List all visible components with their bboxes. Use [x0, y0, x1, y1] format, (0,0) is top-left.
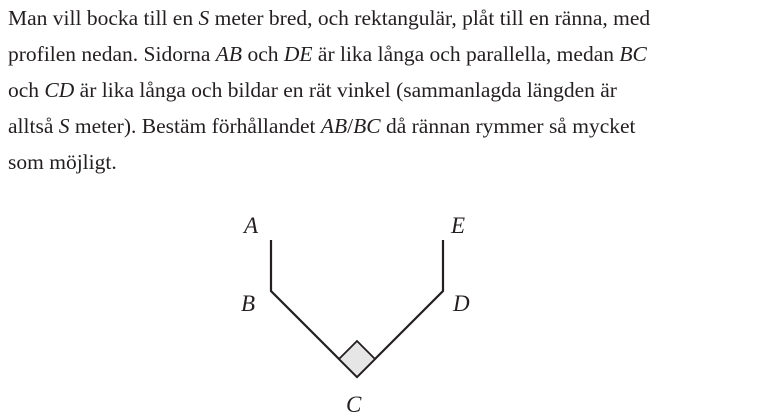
point-label-b: B — [241, 291, 256, 316]
problem-line-1: Man vill bocka till en S meter bred, och rektangulär, plåt till en ränna, med — [8, 6, 651, 30]
problem-line-4: alltså S meter). Bestäm förhållandet AB/BC då rännan rymmer så mycket — [8, 114, 636, 138]
point-label-c: C — [346, 392, 362, 417]
point-label-d: D — [453, 291, 470, 316]
problem-line-2: profilen nedan. Sidorna AB och DE är lika långa och parallella, medan BC — [8, 42, 647, 66]
problem-line-3: och CD är lika långa och bildar en rät vinkel (sammanlagda längden är — [8, 78, 617, 102]
problem-line-5: som möjligt. — [8, 150, 117, 174]
right-angle-marker — [339, 341, 375, 377]
point-label-e: E — [451, 213, 466, 238]
point-label-a: A — [244, 213, 259, 238]
